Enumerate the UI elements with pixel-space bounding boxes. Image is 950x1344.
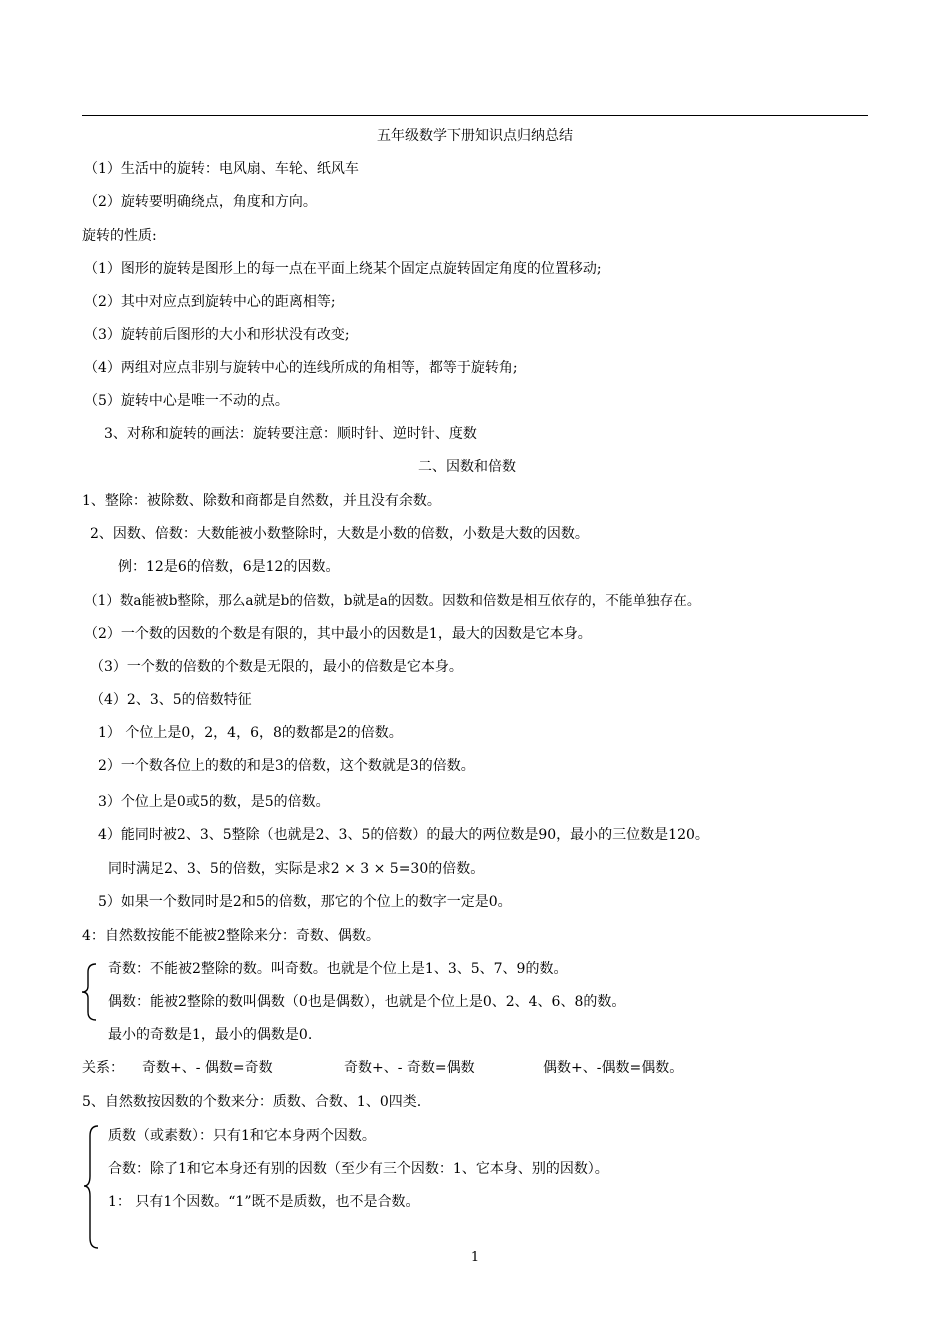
page-number: 1 <box>470 1250 480 1265</box>
header-rule <box>82 115 868 116</box>
text-line: （1）生活中的旋转：电风扇、车轮、纸风车 <box>84 161 359 177</box>
text-line: 3、对称和旋转的画法：旋转要注意：顺时针、逆时针、度数 <box>104 426 477 442</box>
text-line: 偶数：能被2整除的数叫偶数（0也是偶数），也就是个位上是0、2、4、6、8的数。 <box>108 994 626 1010</box>
text-line: 2）一个数各位上的数的和是3的倍数，这个数就是3的倍数。 <box>98 758 475 774</box>
text-line: 例：12是6的倍数，6是12的因数。 <box>118 559 340 575</box>
text-line: （2）旋转要明确绕点，角度和方向。 <box>84 194 317 210</box>
text-line: 5、自然数按因数的个数来分：质数、合数、1、0四类. <box>82 1094 422 1110</box>
text-line: 1： 只有1个因数。“1”既不是质数，也不是合数。 <box>108 1194 420 1210</box>
text-line: 质数（或素数）：只有1和它本身两个因数。 <box>108 1128 376 1144</box>
left-brace-icon <box>80 962 100 1022</box>
text-line: 旋转的性质: <box>82 228 157 244</box>
text-line: 4：自然数按能不能被2整除来分：奇数、偶数。 <box>82 928 380 944</box>
text-line: 5）如果一个数同时是2和5的倍数，那它的个位上的数字一定是0。 <box>98 894 512 910</box>
text-line: （2）其中对应点到旋转中心的距离相等; <box>84 294 336 310</box>
text-line: （2）一个数的因数的个数是有限的，其中最小的因数是1，最大的因数是它本身。 <box>84 626 592 642</box>
text-line: 2、因数、倍数：大数能被小数整除时，大数是小数的倍数，小数是大数的因数。 <box>90 526 589 542</box>
text-line: 合数：除了1和它本身还有别的因数（至少有三个因数：1、它本身、别的因数）。 <box>108 1161 609 1177</box>
text-line: 1） 个位上是0，2，4，6，8的数都是2的倍数。 <box>98 725 403 741</box>
page-title: 五年级数学下册知识点归纳总结 <box>377 128 573 144</box>
text-line: （1）图形的旋转是图形上的每一点在平面上绕某个固定点旋转固定角度的位置移动; <box>84 261 602 277</box>
text-line: 3）个位上是0或5的数，是5的倍数。 <box>98 794 330 810</box>
left-brace-icon <box>82 1124 102 1250</box>
relation-label: 关系： <box>82 1060 124 1076</box>
relation-item: 奇数+、- 偶数=奇数 <box>142 1060 273 1076</box>
text-line: 最小的奇数是1，最小的偶数是0. <box>108 1027 313 1043</box>
text-line: 4）能同时被2、3、5整除（也就是2、3、5的倍数）的最大的两位数是90，最小的三位数是120。 <box>98 827 709 843</box>
text-line: （4）2、3、5的倍数特征 <box>90 692 252 708</box>
text-line: 同时满足2、3、5的倍数，实际是求2 × 3 × 5=30的倍数。 <box>108 861 485 877</box>
text-line: 1、整除：被除数、除数和商都是自然数，并且没有余数。 <box>82 493 441 509</box>
relation-item: 偶数+、-偶数=偶数。 <box>543 1060 684 1076</box>
relation-item: 奇数+、- 奇数=偶数 <box>344 1060 475 1076</box>
text-line: （3）旋转前后图形的大小和形状没有改变; <box>84 327 350 343</box>
text-line: （1）数a能被b整除，那么a就是b的倍数，b就是a的因数。因数和倍数是相互依存的，不能单独存在。 <box>84 593 701 609</box>
text-line: 奇数：不能被2整除的数。叫奇数。也就是个位上是1、3、5、7、9的数。 <box>108 961 568 977</box>
text-line: （4）两组对应点非别与旋转中心的连线所成的角相等，都等于旋转角; <box>84 360 518 376</box>
text-line: （3）一个数的倍数的个数是无限的，最小的倍数是它本身。 <box>90 659 463 675</box>
section-heading: 二、因数和倍数 <box>418 459 516 475</box>
text-line: （5）旋转中心是唯一不动的点。 <box>84 393 289 409</box>
